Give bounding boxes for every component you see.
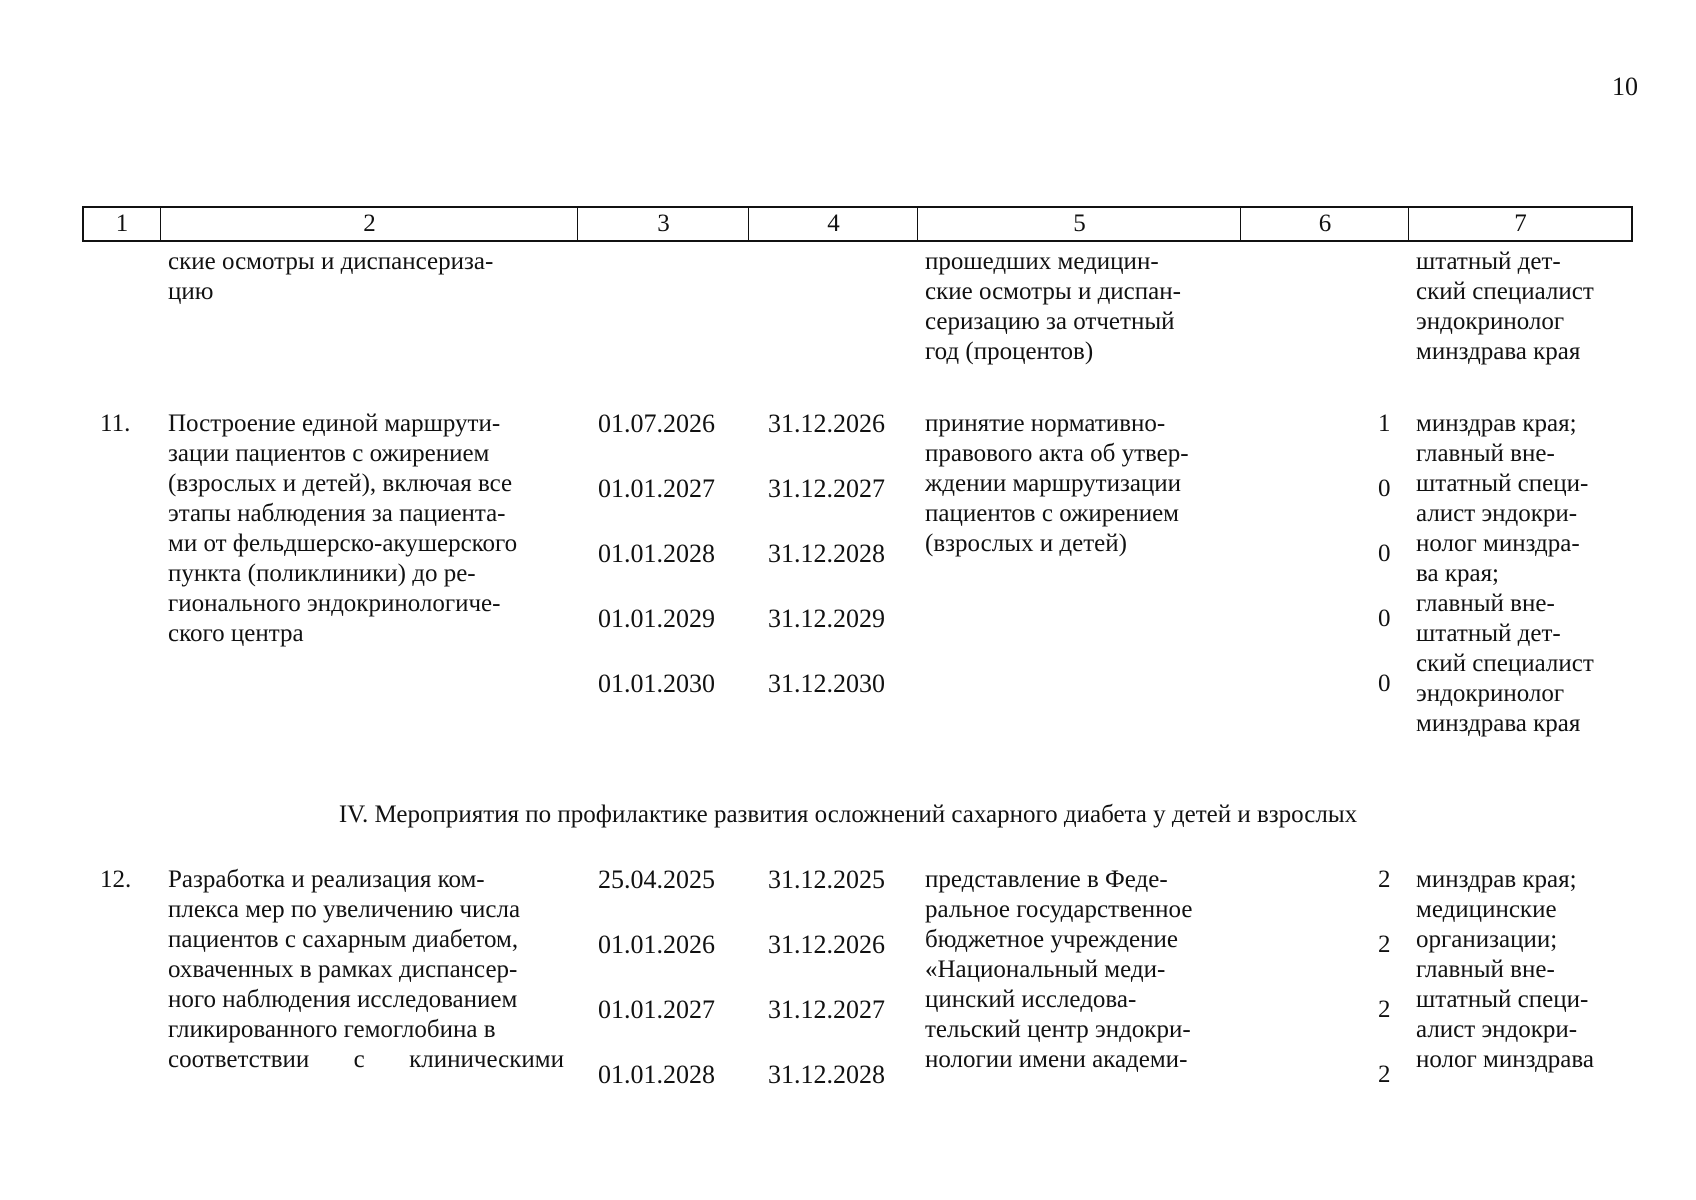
text-line: ного наблюдения исследованием [168,986,518,1013]
text-line: прошедших медицин- [925,248,1159,275]
row-11-end-date-4: 31.12.2029 [768,604,885,633]
row-11-col7 [1416,409,1618,739]
row-11-end-date-2: 31.12.2027 [768,474,885,503]
row-12-end-date-3: 31.12.2027 [768,995,885,1024]
text-line: медицинские [1416,896,1557,923]
text-line: (взрослых и детей), включая все [168,470,513,497]
text-line: правового акта об утвер- [925,440,1189,467]
text-line: штатный специ- [1416,470,1589,497]
text-line: бюджетное учреждение [925,926,1178,953]
text-line: цинский исследова- [925,986,1137,1013]
text-line: главный вне- [1416,956,1555,983]
text-line: пункта (поликлиники) до ре- [168,560,476,587]
text-line: минздрава края [1416,710,1581,737]
text-line: тельский центр эндокри- [925,1016,1191,1043]
text-line: соответствии с клиническими [168,1046,564,1073]
row-12-col5 [925,865,1228,1075]
row-12-end-date-4: 31.12.2028 [768,1060,885,1089]
header-col-2: 2 [160,208,578,240]
row-12-number: 12. [100,866,132,893]
row-12-value-1: 2 [1378,866,1391,893]
text-line: главный вне- [1416,590,1555,617]
text-line: пациентов с сахарным диабетом, [168,926,519,953]
row-12-value-2: 2 [1378,931,1391,958]
text-line: пациентов с ожирением [925,500,1180,527]
text-line: гионального эндокринологиче- [168,590,501,617]
text-line: организации; [1416,926,1558,953]
text-line: ждении маршрутизации [925,470,1182,497]
text-line: штатный дет- [1416,248,1561,275]
row-12-end-date-1: 31.12.2025 [768,865,885,894]
row-11-start-date-2: 01.01.2027 [598,474,715,503]
text-line: эндокринолог [1416,680,1565,707]
text-line: алист эндокри- [1416,1016,1578,1043]
text-line: ского центра [168,620,304,647]
continued-row-col2 [168,247,564,307]
row-11-col2 [168,409,564,649]
row-11-end-date-5: 31.12.2030 [768,669,885,698]
row-12-start-date-3: 01.01.2027 [598,995,715,1024]
row-11-value-3: 0 [1378,540,1391,567]
header-col-4: 4 [748,208,918,240]
row-11-end-date-1: 31.12.2026 [768,409,885,438]
text-line: ский специалист [1416,650,1594,677]
text-line: алист эндокри- [1416,500,1578,527]
text-line: представление в Феде- [925,866,1168,893]
row-12-col7 [1416,865,1618,1075]
header-col-1: 1 [115,210,129,237]
text-line: ва края; [1416,560,1500,587]
row-12-start-date-1: 25.04.2025 [598,865,715,894]
table-header [82,206,1633,242]
section-title: IV. Мероприятия по профилактике развития осложнений сахарного диабета у детей и взрослых [338,801,1358,828]
row-11-number: 11. [100,410,131,437]
text-line: принятие нормативно- [925,410,1166,437]
row-12-col2 [168,865,564,1075]
row-12-value-3: 2 [1378,996,1391,1023]
text-line: год (процентов) [925,338,1094,365]
header-col-7: 7 [1408,208,1632,240]
page-number: 10 [1612,72,1638,101]
text-line: нолог минздра- [1416,530,1580,557]
row-11-value-5: 0 [1378,670,1391,697]
row-12-value-4: 2 [1378,1061,1391,1088]
text-line: (взрослых и детей) [925,530,1127,557]
row-11-value-1: 1 [1378,410,1391,437]
header-col-3: 3 [577,208,749,240]
text-line: штатный специ- [1416,986,1589,1013]
text-line: главный вне- [1416,440,1555,467]
row-11-start-date-3: 01.01.2028 [598,539,715,568]
text-line: ми от фельдшерско-акушерского [168,530,518,557]
row-11-value-2: 0 [1378,475,1391,502]
continued-row-col5 [925,247,1228,367]
row-11-start-date-1: 01.07.2026 [598,409,715,438]
text-line: зации пациентов с ожирением [168,440,490,467]
row-11-start-date-5: 01.01.2030 [598,669,715,698]
text-line: нолог минздрава [1416,1046,1594,1073]
row-11-start-date-4: 01.01.2029 [598,604,715,633]
header-col-5: 5 [917,208,1241,240]
row-12-start-date-2: 01.01.2026 [598,930,715,959]
text-line: ские осмотры и диспансериза- [168,248,494,275]
text-line: Разработка и реализация ком- [168,866,485,893]
row-11-col5 [925,409,1228,559]
row-12-start-date-4: 01.01.2028 [598,1060,715,1089]
text-line: ский специалист [1416,278,1594,305]
text-line: минздрав края; [1416,410,1577,437]
row-11-end-date-3: 31.12.2028 [768,539,885,568]
row-11-value-4: 0 [1378,605,1391,632]
text-line: цию [168,278,214,305]
header-col-6: 6 [1240,208,1409,240]
text-line: нологии имени академи- [925,1046,1188,1073]
text-line: эндокринолог [1416,308,1565,335]
text-line: ские осмотры и диспан- [925,278,1181,305]
text-line: охваченных в рамках диспансер- [168,956,518,983]
text-line: минздрав края; [1416,866,1577,893]
row-12-end-date-2: 31.12.2026 [768,930,885,959]
text-line: этапы наблюдения за пациента- [168,500,506,527]
text-line: ральное государственное [925,896,1193,923]
text-line: штатный дет- [1416,620,1561,647]
text-line: серизацию за отчетный [925,308,1175,335]
text-line: минздрава края [1416,338,1581,365]
text-line: плекса мер по увеличению числа [168,896,521,923]
text-line: гликированного гемоглобина в [168,1016,496,1043]
continued-row-col7 [1416,247,1618,367]
text-line: «Национальный меди- [925,956,1166,983]
text-line: Построение единой маршрути- [168,410,501,437]
